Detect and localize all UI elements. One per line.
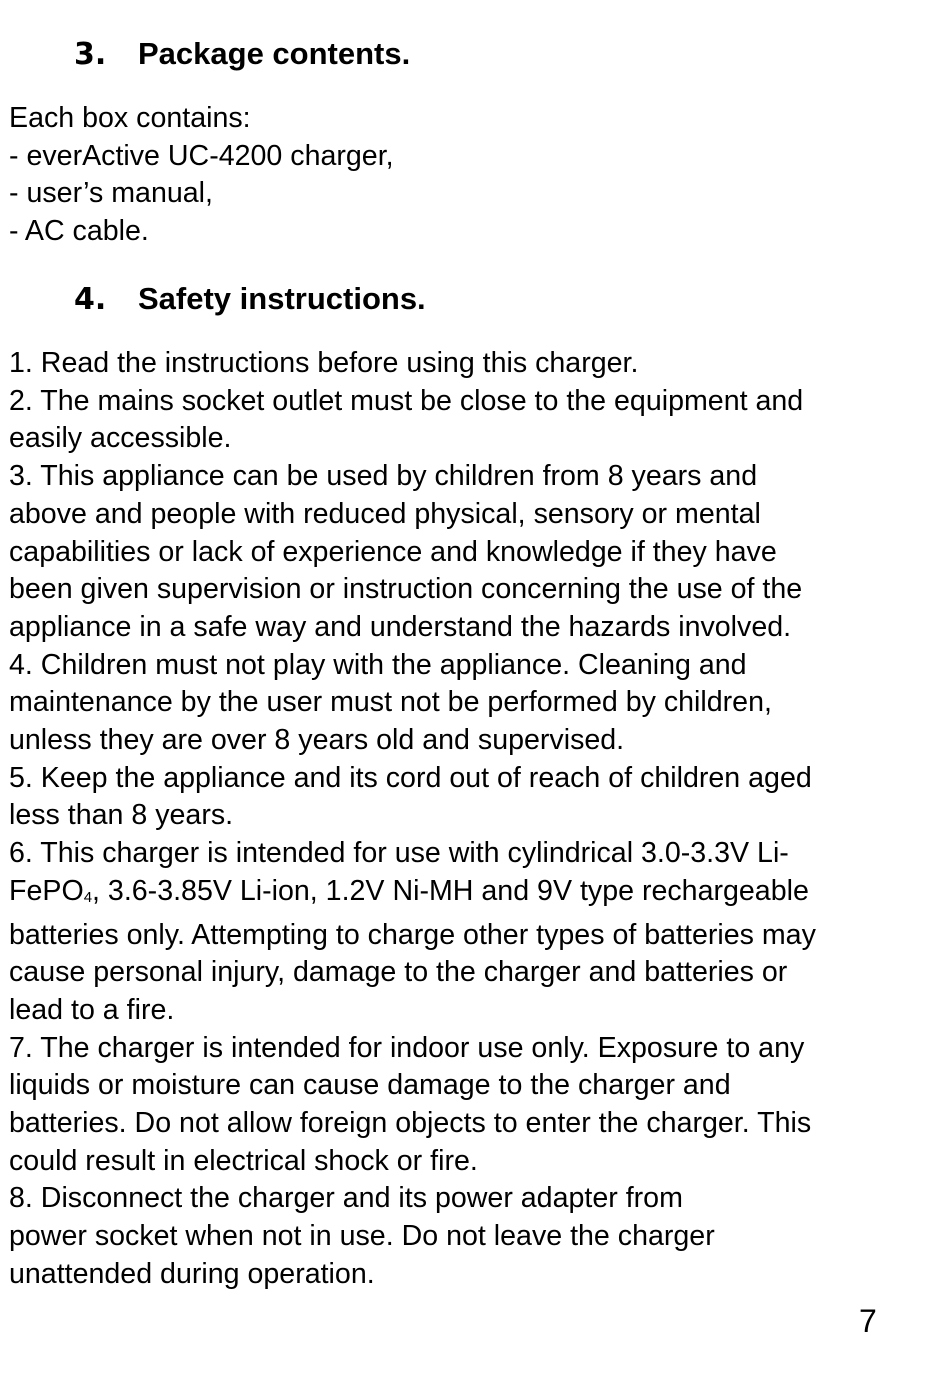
safety-line: 2. The mains socket outlet must be close to the equipment and (9, 384, 804, 417)
safety-line: cause personal injury, damage to the charger and batteries or (9, 956, 788, 989)
safety-line: could result in electrical shock or fire. (9, 1144, 478, 1177)
safety-line: less than 8 years. (9, 799, 234, 832)
package-item: - user’s manual, (9, 177, 213, 210)
safety-line: maintenance by the user must not be performed by children, (9, 686, 772, 719)
safety-line: power socket when not in use. Do not leave the charger (9, 1220, 715, 1253)
safety-line: appliance in a safe way and understand the hazards involved. (9, 610, 792, 643)
safety-line: liquids or moisture can cause damage to the charger and (9, 1069, 731, 1102)
package-item: - everActive UC-4200 charger, (9, 139, 394, 172)
section-4-number: 4. (74, 282, 107, 317)
safety-line-chemistry (9, 873, 944, 917)
safety-line: batteries only. Attempting to charge other types of batteries may (9, 918, 816, 951)
safety-line: unattended during operation. (9, 1257, 375, 1290)
safety-line: 5. Keep the appliance and its cord out of reach of children aged (9, 761, 812, 794)
safety-line: 7. The charger is intended for indoor use only. Exposure to any (9, 1031, 805, 1064)
page-number: 7 (859, 1303, 877, 1339)
safety-line: 8. Disconnect the charger and its power adapter from (9, 1182, 683, 1215)
safety-line: lead to a fire. (9, 993, 175, 1026)
package-item: - AC cable. (9, 215, 149, 248)
formula-subscript: 4 (83, 888, 93, 906)
safety-line: above and people with reduced physical, sensory or mental (9, 497, 761, 530)
section-3-number: 3. (74, 37, 107, 72)
chemistry-formula: FePO (9, 874, 84, 907)
safety-line: 1. Read the instructions before using this charger. (9, 347, 639, 379)
safety-line: unless they are over 8 years old and supervised. (9, 724, 625, 757)
safety-line: batteries. Do not allow foreign objects to enter the charger. This (9, 1107, 812, 1140)
section-4-heading (74, 283, 426, 315)
chemistry-line-rest: , 3.6-3.85V Li-ion, 1.2V Ni-MH and 9V type rechargeable (92, 874, 809, 907)
safety-line: easily accessible. (9, 422, 232, 455)
safety-line: capabilities or lack of experience and knowledge if they have (9, 535, 777, 568)
safety-line: 6. This charger is intended for use with cylindrical 3.0-3.3V Li- (9, 837, 789, 870)
section-3-heading (74, 38, 410, 70)
package-contents-text (9, 100, 944, 251)
safety-line: 3. This appliance can be used by children from 8 years and (9, 460, 758, 493)
package-contents-intro: Each box contains: (9, 102, 251, 134)
safety-instructions-text (9, 345, 944, 1294)
safety-line: been given supervision or instruction concerning the use of the (9, 573, 803, 606)
section-3-title: Package contents. (138, 36, 411, 71)
safety-line: 4. Children must not play with the appliance. Cleaning and (9, 648, 747, 681)
section-4-title: Safety instructions. (138, 281, 426, 316)
